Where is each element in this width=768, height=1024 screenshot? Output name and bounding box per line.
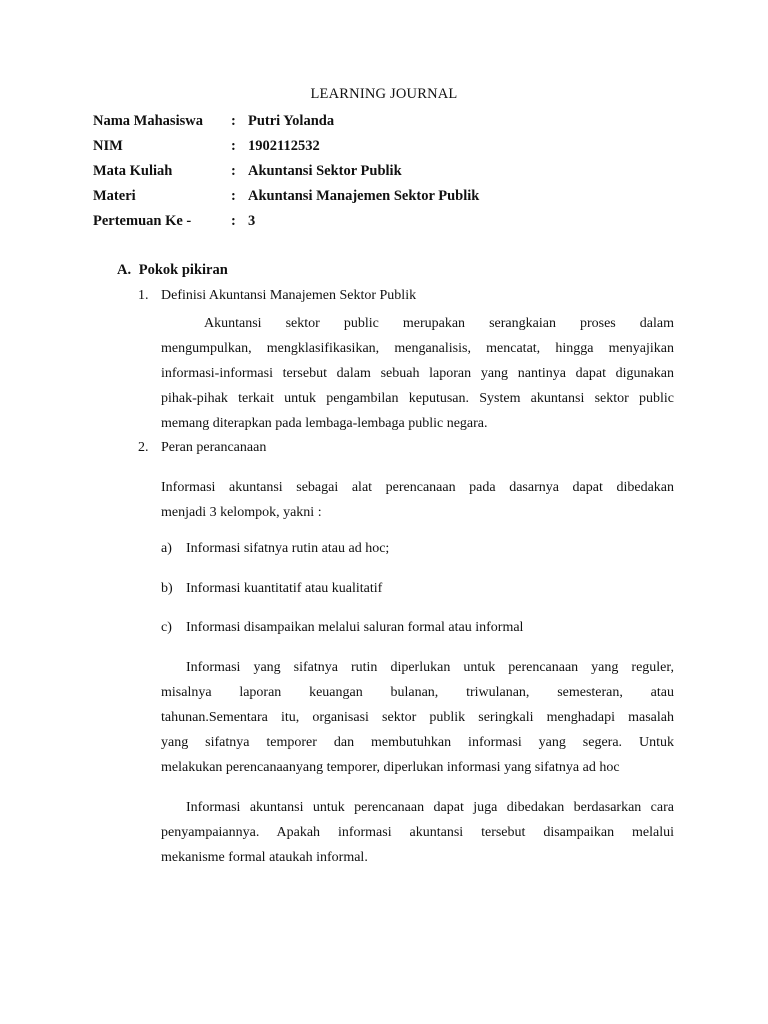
bullet-marker: a) xyxy=(161,541,172,556)
meta-colon: : xyxy=(231,188,236,204)
paragraph-line: tahunan.Sementara itu, organisasi sektor publik seringkali menghadapi masalah xyxy=(161,710,674,725)
paragraph-line: yang sifatnya temporer dan membutuhkan informasi yang segera. Untuk xyxy=(161,735,674,750)
point-2-paragraph-3 xyxy=(161,795,674,870)
meta-value: Putri Yolanda xyxy=(248,113,335,129)
bullet-text: Informasi kuantitatif atau kualitatif xyxy=(186,581,383,596)
point-number: 2. xyxy=(138,440,149,455)
meta-colon: : xyxy=(231,163,236,179)
point-title: Peran perancanaan xyxy=(161,440,267,455)
meta-value: Akuntansi Manajemen Sektor Publik xyxy=(248,188,480,204)
meta-value: 3 xyxy=(248,213,256,229)
section-title: Pokok pikiran xyxy=(138,262,228,278)
section-a-heading xyxy=(117,262,228,279)
bullet-text: Informasi sifatnya rutin atau ad hoc; xyxy=(186,541,390,556)
point-number: 1. xyxy=(138,288,149,303)
bullet-text: Informasi disampaikan melalui saluran formal atau informal xyxy=(186,620,524,635)
document-title: LEARNING JOURNAL xyxy=(310,86,458,102)
meta-colon: : xyxy=(231,113,236,129)
bullet-marker: b) xyxy=(161,581,173,596)
meta-value: 1902112532 xyxy=(248,138,320,154)
point-2-paragraph-2 xyxy=(161,655,674,780)
meta-label: Mata Kuliah xyxy=(93,163,173,179)
meta-value: Akuntansi Sektor Publik xyxy=(248,163,402,179)
paragraph-line: Informasi akuntansi sebagai alat perencanaan pada dasarnya dapat dibedakan xyxy=(161,480,674,495)
paragraph-line: mengumpulkan, mengklasifikasikan, menganalisis, mencatat, hingga menyajikan xyxy=(161,341,674,356)
paragraph-line: menjadi 3 kelompok, yakni : xyxy=(161,505,322,520)
paragraph-line: informasi-informasi tersebut dalam sebuah laporan yang nantinya dapat digunakan xyxy=(161,366,674,381)
meta-label: NIM xyxy=(93,138,123,154)
paragraph-line: Akuntansi sektor public merupakan serangkaian proses dalam xyxy=(204,316,674,331)
meta-colon: : xyxy=(231,138,236,154)
point-1-paragraph xyxy=(161,311,674,436)
meta-label: Pertemuan Ke - xyxy=(93,213,192,229)
paragraph-line: mekanisme formal ataukah informal. xyxy=(161,850,368,865)
meta-colon: : xyxy=(231,213,236,229)
paragraph-line: pihak-pihak terkait untuk pengambilan keputusan. System akuntansi sektor public xyxy=(161,391,674,406)
point-title: Definisi Akuntansi Manajemen Sektor Publik xyxy=(161,288,417,303)
paragraph-line: Informasi akuntansi untuk perencanaan dapat juga dibedakan berdasarkan cara xyxy=(186,800,674,815)
point-2-intro xyxy=(161,475,674,525)
meta-label: Nama Mahasiswa xyxy=(93,113,203,129)
meta-label: Materi xyxy=(93,188,136,204)
paragraph-line: memang diterapkan pada lembaga-lembaga public negara. xyxy=(161,416,488,431)
paragraph-line: penyampaiannya. Apakah informasi akuntansi tersebut disampaikan melalui xyxy=(161,825,674,840)
paragraph-line: Informasi yang sifatnya rutin diperlukan untuk perencanaan yang reguler, xyxy=(186,660,674,675)
paragraph-line: misalnya laporan keuangan bulanan, triwulanan, semesteran, atau xyxy=(161,685,674,700)
section-marker: A. xyxy=(117,262,132,278)
paragraph-line: melakukan perencanaanyang temporer, diperlukan informasi yang sifatnya ad hoc xyxy=(161,760,620,775)
bullet-marker: c) xyxy=(161,620,172,635)
